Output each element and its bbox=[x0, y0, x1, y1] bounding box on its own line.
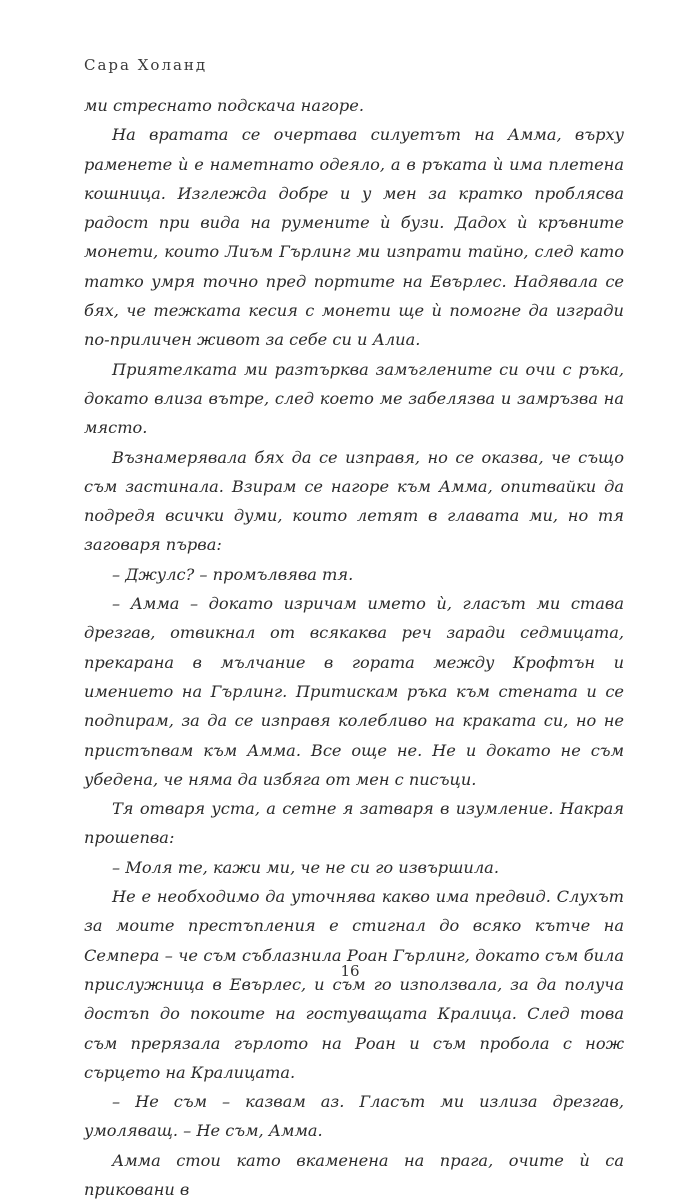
paragraph: Не е необходимо да уточнява какво има предвид. Слухът за моите престъпления е стигнал до всяко кътче на Семпера – че съм съблазнила Роан Гърлинг, докато съм била прислужница в Евърлес, и съм го използвала, за да получа достъп до покоите на гостуващата Кралица. След това съм прерязала гърлото на Роан и съм пробола с нож сърцето на Кралицата. bbox=[84, 887, 624, 1082]
running-head: Сара Холанд bbox=[84, 56, 208, 74]
paragraph bbox=[84, 560, 624, 589]
paragraph: – Амма – докато изричам името ѝ, гласът ми става дрезгав, отвикнал от всякаква реч заради седмицата, прекарана в мълчание в гората между Крофтън и имението на Гърлинг. Притискам ръка към стената и се подпирам, за да се изправя колебливо на краката си, но не пристъпвам към Амма. Все още не. Не и докато не съм убедена, че няма да избяга от мен с писъци. bbox=[84, 594, 624, 789]
paragraph: Амма стои като вкаменена на прага, очите ѝ са приковани в bbox=[84, 1150, 624, 1199]
page-number: 16 bbox=[340, 962, 360, 980]
emphasized-name: Джулс? bbox=[125, 564, 195, 584]
dialogue-tag: – промълвява тя. bbox=[194, 564, 354, 584]
paragraph: Тя отваря уста, а сетне я затваря в изумление. Накрая прошепва: bbox=[84, 799, 624, 848]
dialogue-dash: – bbox=[112, 564, 126, 584]
paragraph: – Не съм – казвам аз. Гласът ми излиза дрезгав, умоляващ. – Не съм, Амма. bbox=[84, 1092, 624, 1141]
paragraph: Възнамерявала бях да се изправя, но се оказва, че също съм застинала. Взирам се нагоре към Амма, опитвайки да подредя всички думи, които летят в главата ми, но тя заговаря първа: bbox=[84, 447, 624, 555]
paragraph: На вратата се очертава силуетът на Амма, върху раменете ѝ е наметнато одеяло, а в ръката ѝ има плетена кошница. Изглежда добре и у мен за кратко проблясва радост при вида на румените ѝ бузи. Дадох ѝ кръвните монети, които Лиъм Гърлинг ми изпрати тайно, след като татко умря точно пред портите на Евърлес. Надявала се бях, че тежката кесия с монети ще ѝ помогне да изгради по-приличен живот за себе си и Алиа. bbox=[84, 125, 624, 350]
body-text bbox=[84, 91, 624, 1204]
paragraph: ми стреснато подскача нагоре. bbox=[84, 96, 364, 115]
paragraph: Приятелката ми разтърква замъглените си очи с ръка, докато влиза вътре, след което ме забелязва и замръзва на място. bbox=[84, 359, 624, 438]
paragraph: – Моля те, кажи ми, че не си го извършила. bbox=[112, 857, 499, 877]
